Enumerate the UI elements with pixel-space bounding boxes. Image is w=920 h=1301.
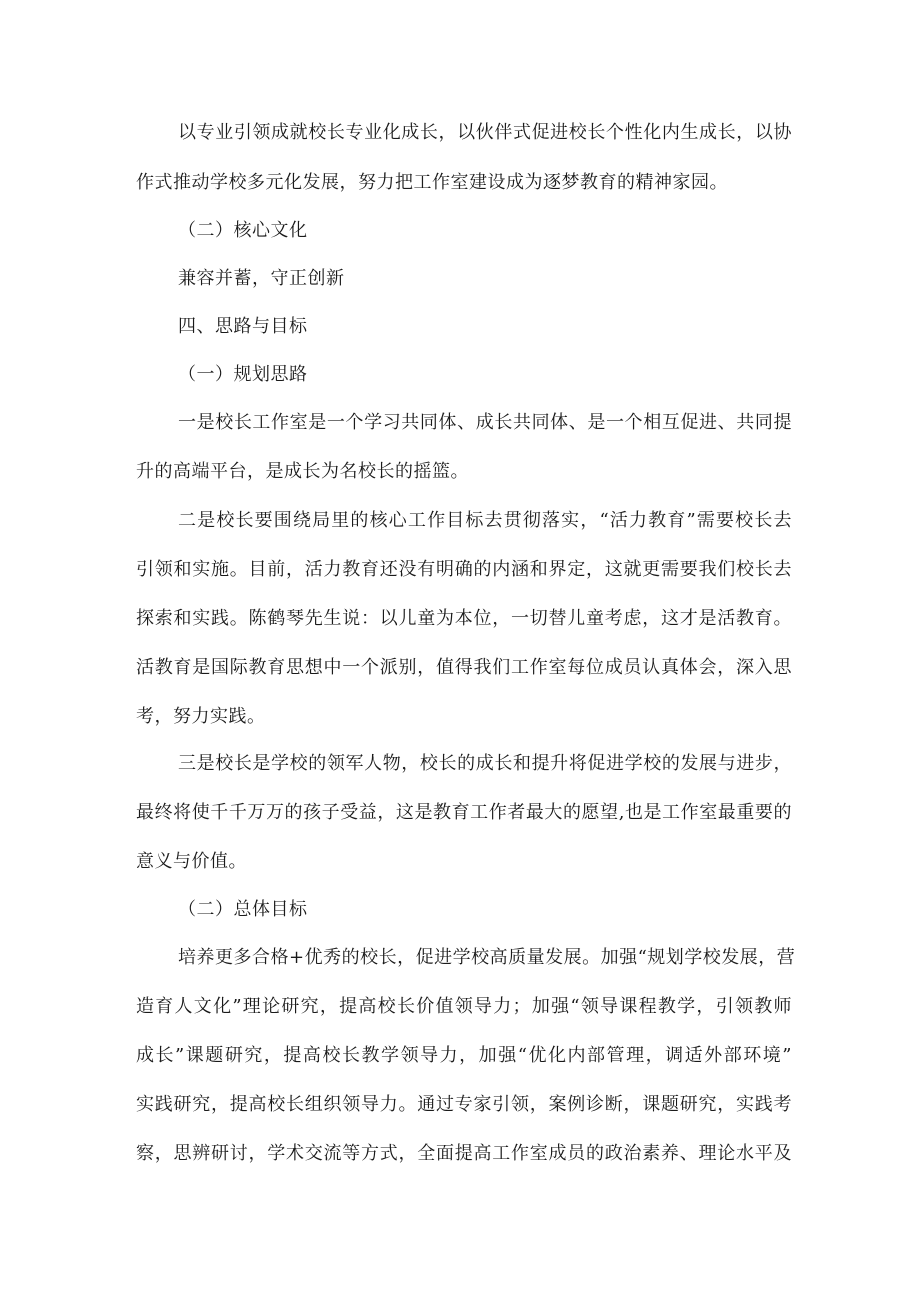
planning-3-line-3: 意义与价值。 <box>136 851 247 872</box>
planning-1-line-1: 一是校长工作室是一个学习共同体、成长共同体、是一个相互促进、共同提 <box>178 412 792 433</box>
planning-3-line-2: 最终将使千千万万的孩子受益，这是教育工作者最大的愿望,也是工作室最重要的 <box>136 802 792 823</box>
planning-2-line-2: 引领和实施。目前，活力教育还没有明确的内涵和界定，这就更需要我们校长去 <box>136 559 792 580</box>
overall-goal-line-3: 成长”课题研究，提高校长教学领导力，加强“优化内部管理，调适外部环境” <box>136 1045 792 1066</box>
planning-1-line-2: 升的高端平台，是成长为名校长的摇篮。 <box>136 461 469 482</box>
heading-planning: （一）规划思路 <box>178 364 308 385</box>
overall-goal-line-4: 实践研究，提高校长组织领导力。通过专家引领，案例诊断，课题研究，实践考 <box>136 1094 792 1115</box>
planning-2-line-1: 二是校长要围绕局里的核心工作目标去贯彻落实，“活力教育”需要校长去 <box>178 510 792 531</box>
heading-section-4: 四、思路与目标 <box>178 316 308 337</box>
core-culture-text: 兼容并蓄，守正创新 <box>178 268 345 289</box>
overall-goal-line-5: 察，思辨研讨，学术交流等方式，全面提高工作室成员的政治素养、理论水平及 <box>136 1143 792 1164</box>
overall-goal-line-1: 培养更多合格+优秀的校长，促进学校高质量发展。加强“规划学校发展，营 <box>178 947 796 968</box>
heading-core-culture: （二）核心文化 <box>178 220 308 241</box>
planning-2-line-5: 考，努力实践。 <box>136 706 266 727</box>
overall-goal-line-2: 造育人文化”理论研究，提高校长价值领导力；加强“领导课程教学，引领教师 <box>136 996 792 1017</box>
heading-overall-goal: （二）总体目标 <box>178 899 308 920</box>
mission-line-1: 以专业引领成就校长专业化成长，以伙伴式促进校长个性化内生成长，以协 <box>178 122 792 143</box>
planning-3-line-1: 三是校长是学校的领军人物，校长的成长和提升将促进学校的发展与进步， <box>178 753 792 774</box>
mission-line-2: 作式推动学校多元化发展，努力把工作室建设成为逐梦教育的精神家园。 <box>136 172 728 193</box>
planning-2-line-4: 活教育是国际教育思想中一个派别，值得我们工作室每位成员认真体会，深入思 <box>136 657 792 678</box>
planning-2-line-3: 探索和实践。陈鹤琴先生说：以儿童为本位，一切替儿童考虑，这才是活教育。 <box>136 608 792 629</box>
